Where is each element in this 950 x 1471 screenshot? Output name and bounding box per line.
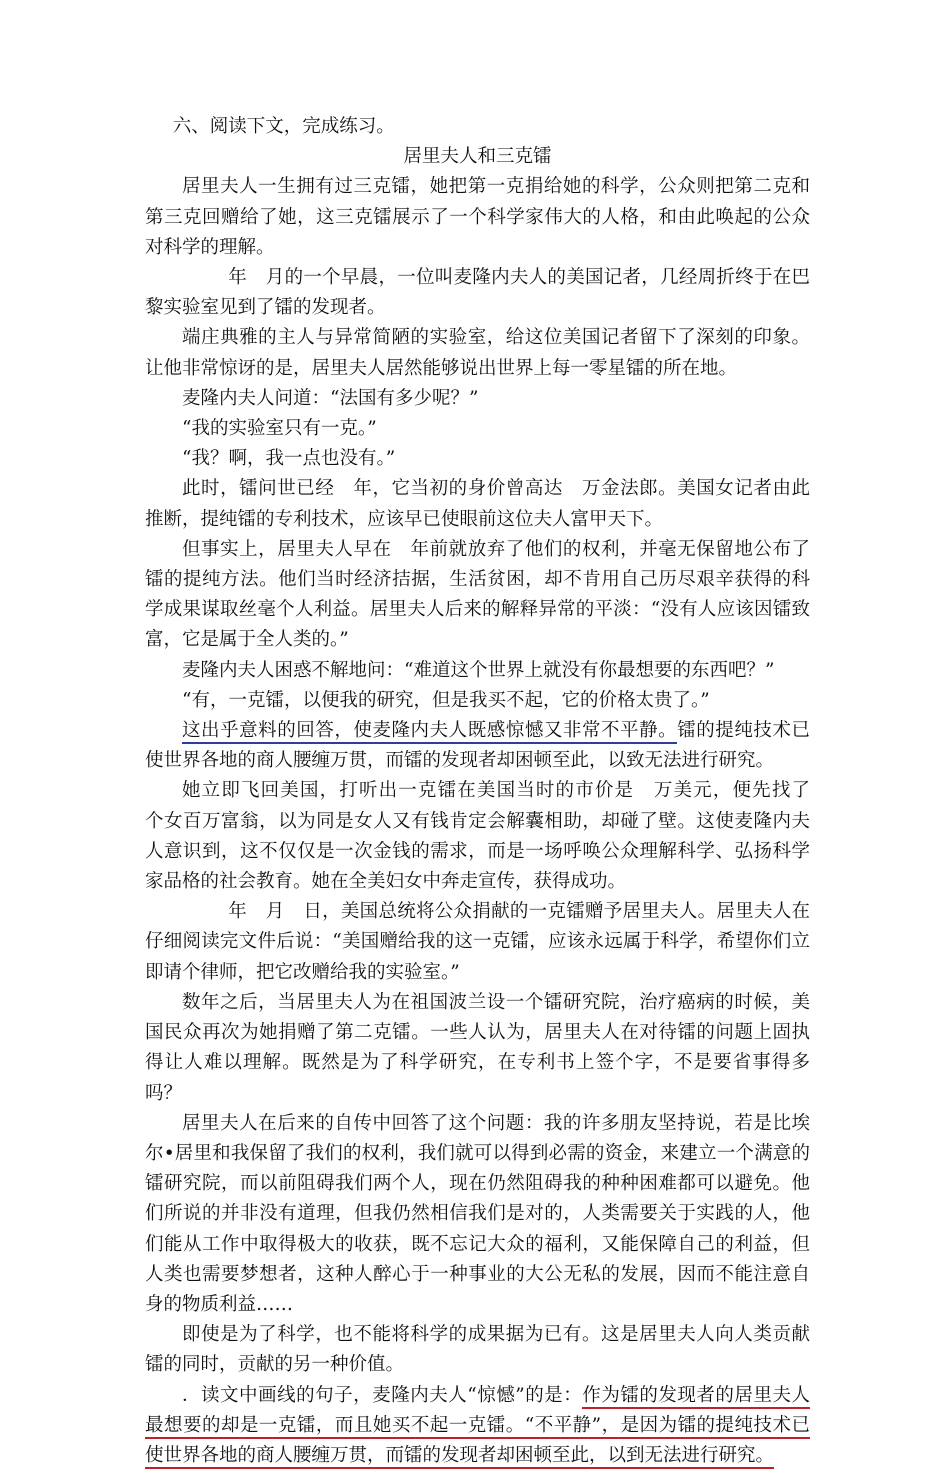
paragraph: 年 月 日，美国总统将公众捐献的一克镭赠予居里夫人。居里夫人在仔细阅读完文件后说：“美国赠给我的这一克镭，应该永远属于科学，希望你们立即请个律师，把它改赠给我的实验室。” <box>145 901 810 983</box>
paragraph <box>145 716 810 776</box>
paragraph: 即使是为了科学，也不能将科学的成果据为已有。这是居里夫人向人类贡献镭的同时，贡献的另一种价值。 <box>145 1324 810 1376</box>
article-title: 居里夫人和三克镭 <box>403 146 552 168</box>
paragraph: 此时，镭问世已经 年，它当初的身价曾高达 万金法郎。美国女记者由此推断，提纯镭的专利技术，应该早已使眼前这位夫人富甲天下。 <box>145 478 810 530</box>
section-heading: 六、阅读下文，完成练习。 <box>172 116 395 137</box>
question <box>145 1381 810 1471</box>
paragraph: “我的实验室只有一克。” <box>182 418 377 440</box>
paragraph: 她立即飞回美国，打听出一克镭在美国当时的市价是 万美元，便先找了 个女百万富翁，以为同是女人又有钱肯定会解囊相助，却碰了壁。这使麦隆内夫人意识到，这不仅仅是一次金钱的需求，而是一场呼唤公众理解科学、弘扬科学家品格的社会教育。她在全美妇女中奔走宣传，获得成功。 <box>145 780 829 893</box>
sentence-continuation: 镭的提纯技术已使世界各地的商人腰缠万贯，而镭的发现者却困顿至此，以致无法进行研究。 <box>145 720 810 772</box>
paragraph: 数年之后，当居里夫人为在祖国波兰设一个镭研究院，治疗癌病的时候，美国民众再次为她捐赠了第二克镭。一些人认为，居里夫人在对待镭的问题上固执得让人难以理解。既然是为了科学研究，在专利书上签个字，不是要省事得多吗？ <box>145 991 810 1104</box>
paragraph: 年 月的一个早晨，一位叫麦隆内夫人的美国记者，几经周折终于在巴黎实验室见到了镭的发现者。 <box>145 267 810 319</box>
paragraph: “有，一克镭，以便我的研究，但是我买不起，它的价格太贵了。” <box>182 689 710 711</box>
underlined-sentence: 这出乎意料的回答，使麦隆内夫人既感惊憾又非常不平静。 <box>182 720 677 744</box>
paragraph: 居里夫人一生拥有过三克镭，她把第一克捐给她的科学，公众则把第二克和第三克回赠给了她，这三克镭展示了一个科学家伟大的人格，和由此唤起的公众对科学的理解。 <box>145 176 810 258</box>
answer-text: 作为镭的发现者的居里夫人最想要的却是一克镭，而且她买不起一克镭。“不平静”，是因为镭的提纯技术已使世界各地的商人腰缠万贯，而镭的发现者却困顿至此，以到无法进行研究。 <box>145 1385 810 1469</box>
paragraph: 麦隆内夫人问道：“法国有多少呢？” <box>182 387 479 409</box>
paragraph: 端庄典雅的主人与异常简陋的实验室，给这位美国记者留下了深刻的印象。让他非常惊讶的是，居里夫人居然能够说出世界上每一零星镭的所在地。 <box>145 327 810 379</box>
paragraph: 居里夫人在后来的自传中回答了这个问题：我的许多朋友坚持说，若是比埃尔•居里和我保留了我们的权利，我们就可以得到必需的资金，来建立一个满意的镭研究院，而以前阻碍我们两个人，现在仍然阻碍我的种种困难都可以避免。他们所说的并非没有道理，但我仍然相信我们是对的，人类需要关于实践的人，他们能从工作中取得极大的收获，既不忘记大众的福利，又能保障自己的利益，但人类也需要梦想者，这种人醉心于一种事业的大公无私的发展，因而不能注意自身的物质利益…… <box>145 1112 810 1315</box>
document-page <box>145 112 829 1471</box>
paragraph: “我？啊，我一点也没有。” <box>182 448 396 470</box>
question-prompt: ．读文中画线的句子，麦隆内夫人“惊憾”的是： <box>182 1384 583 1406</box>
paragraph: 麦隆内夫人困惑不解地问：“难道这个世界上就没有你最想要的东西吧？” <box>182 659 775 681</box>
paragraph: 但事实上，居里夫人早在 年前就放弃了他们的权利，并毫无保留地公布了镭的提纯方法。他们当时经济拮据，生活贫困，却不肯用自己历尽艰辛获得的科学成果谋取丝毫个人利益。居里夫人后来的解释异常的平淡：“没有人应该因镭致富，它是属于全人类的。” <box>145 538 810 651</box>
